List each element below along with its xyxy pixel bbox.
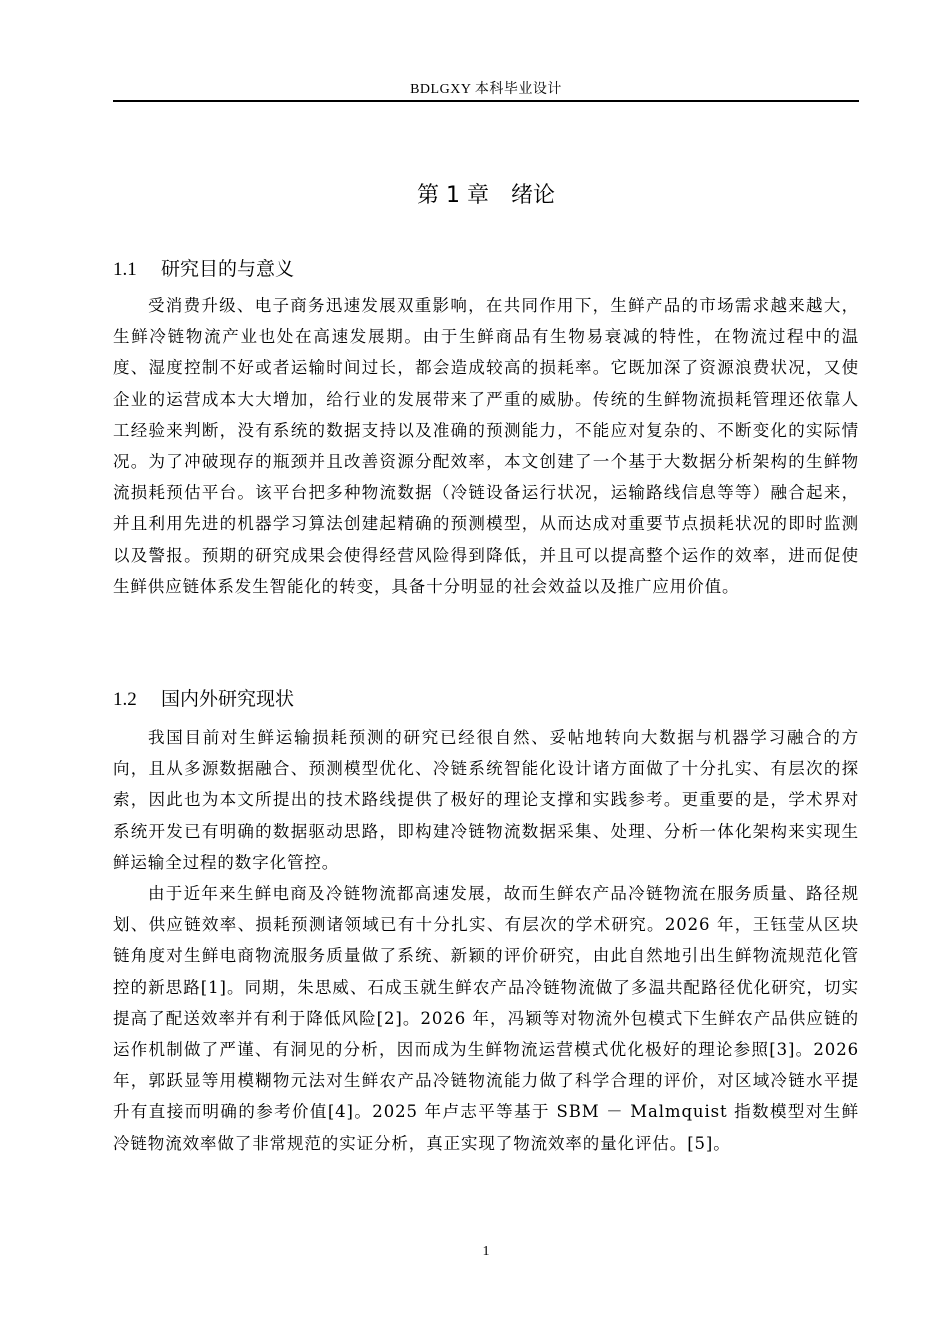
running-header: BDLGXY 本科毕业设计 — [410, 82, 562, 97]
section-title: 研究目的与意义 — [161, 258, 295, 280]
section-heading-1-1 — [113, 254, 859, 281]
paragraph: 我国目前对生鲜运输损耗预测的研究已经很自然、妥帖地转向大数据与机器学习融合的方向，且从多源数据融合、预测模型优化、冷链系统智能化设计诸方面做了十分扎实、有层次的探索，因此也为本文所提出的技术路线提供了极好的理论支撑和实践参考。更重要的是，学术界对系统开发已有明确的数据驱动思路，即构建冷链物流数据采集、处理、分析一体化架构来实现生鲜运输全过程的数字化管控。 — [113, 728, 859, 872]
section-title: 国内外研究现状 — [161, 688, 295, 710]
header-rule — [113, 100, 859, 102]
section-number: 1.2 — [113, 689, 137, 710]
section-number: 1.1 — [113, 259, 137, 280]
paragraph: 由于近年来生鲜电商及冷链物流都高速发展，故而生鲜农产品冷链物流在服务质量、路径规划、供应链效率、损耗预测诸领域已有十分扎实、有层次的学术研究。2026 年，王钰莹从区块链角度对生鲜电商物流服务质量做了系统、新颖的评价研究，由此自然地引出生鲜物流规范化管控的新思路[1]。同期，朱思威、石成玉就生鲜农产品冷链物流做了多温共配路径优化研究，切实提高了配送效率并有利于降低风险[2]。2026 年，冯颖等对物流外包模式下生鲜农产品供应链的运作机制做了严谨、有洞见的分析，因而成为生鲜物流运营模式优化极好的理论参照[3]。2026 年，郭跃显等用模糊物元法对生鲜农产品冷链物流能力做了科学合理的评价，对区域冷链水平提升有直接而明确的参考价值[4]。2025 年卢志平等基于 SBM － Malmquist 指数模型对生鲜冷链物流效率做了非常规范的实证分析，真正实现了物流效率的量化评估。[5]。 — [113, 884, 859, 1153]
paragraph: 受消费升级、电子商务迅速发展双重影响，在共同作用下，生鲜产品的市场需求越来越大，生鲜冷链物流产业也处在高速发展期。由于生鲜商品有生物易衰减的特性，在物流过程中的温度、湿度控制不好或者运输时间过长，都会造成较高的损耗率。它既加深了资源浪费状况，又使企业的运营成本大大增加，给行业的发展带来了严重的威胁。传统的生鲜物流损耗管理还依靠人工经验来判断，没有系统的数据支持以及准确的预测能力，不能应对复杂的、不断变化的实际情况。为了冲破现存的瓶颈并且改善资源分配效率，本文创建了一个基于大数据分析架构的生鲜物流损耗预估平台。该平台把多种物流数据（冷链设备运行状况，运输路线信息等等）融合起来，并且利用先进的机器学习算法创建起精确的预测模型，从而达成对重要节点损耗状况的即时监测以及警报。预期的研究成果会使得经营风险得到降低，并且可以提高整个运作的效率，进而促使生鲜供应链体系发生智能化的转变，具备十分明显的社会效益以及推广应用价值。 — [113, 296, 859, 596]
chapter-title: 第 1 章 绪论 — [417, 183, 555, 208]
page-number: 1 — [482, 1244, 490, 1259]
section-heading-1-2 — [113, 684, 859, 711]
